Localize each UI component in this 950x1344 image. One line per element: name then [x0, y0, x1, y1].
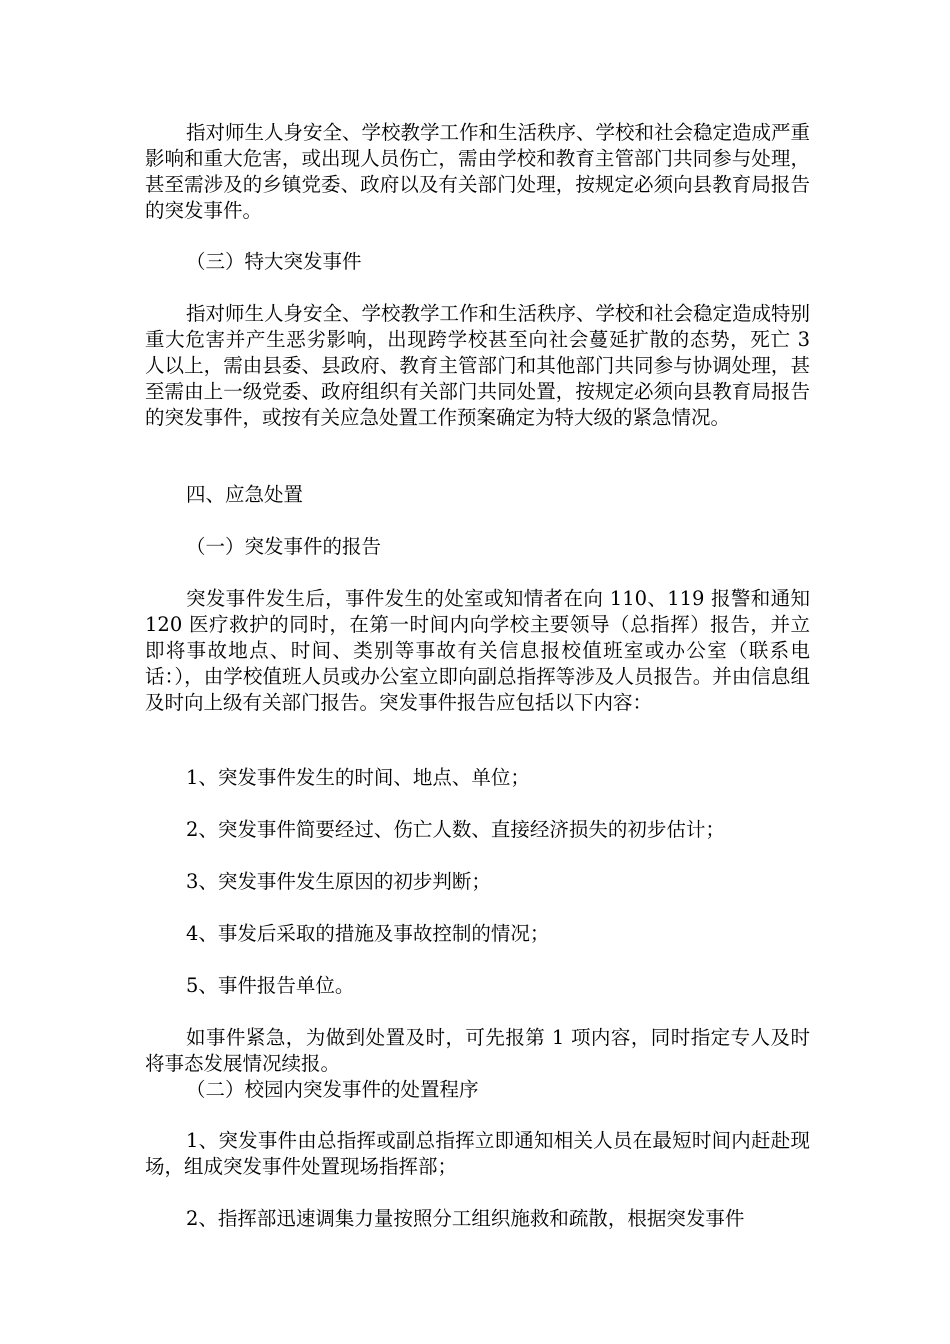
heading-emergency-response: 四、应急处置	[186, 483, 304, 506]
list-item-procedure-1: 1、突发事件由总指挥或副总指挥立即通知相关人员在最短时间内赶赴现场，组成突发事件处置现场指挥部；	[145, 1129, 810, 1178]
heading-incident-report: （一）突发事件的报告	[186, 535, 382, 558]
list-item-report-5: 5、事件报告单位。	[186, 974, 355, 997]
heading-extraordinary-incident: （三）特大突发事件	[186, 250, 362, 273]
paragraph-urgent-report: 如事件紧急，为做到处置及时，可先报第 1 项内容，同时指定专人及时将事态发展情况续报。	[145, 1026, 810, 1075]
list-item-report-2: 2、突发事件简要经过、伤亡人数、直接经济损失的初步估计；	[186, 818, 725, 841]
list-item-procedure-2: 2、指挥部迅速调集力量按照分工组织施救和疏散，根据突发事件	[186, 1207, 745, 1230]
paragraph-report-procedure: 突发事件发生后，事件发生的处室或知情者在向 110、119 报警和通知 120 医疗救护的同时，在第一时间内向学校主要领导（总指挥）报告，并立即将事故地点、时间、类别等事故有关信息报校值班室或办公室（联系电话：），由学校值班人员或办公室立即向副总指挥等涉及人员报告。并由信息组及时向上级有关部门报告。突发事件报告应包括以下内容：	[145, 587, 810, 714]
heading-campus-procedure: （二）校园内突发事件的处置程序	[186, 1078, 479, 1101]
list-item-report-4: 4、事发后采取的措施及事故控制的情况；	[186, 922, 550, 945]
list-item-report-3: 3、突发事件发生原因的初步判断；	[186, 870, 491, 893]
paragraph-extraordinary-incident-definition: 指对师生人身安全、学校教学工作和生活秩序、学校和社会稳定造成特别重大危害并产生恶劣影响，出现跨学校甚至向社会蔓延扩散的态势，死亡 3 人以上，需由县委、县政府、教育主管部门和其他部门共同参与协调处理，甚至需由上一级党委、政府组织有关部门共同处置，按规定必须向县教育局报告的突发事件，或按有关应急处置工作预案确定为特大级的紧急情况。	[145, 302, 811, 429]
paragraph-major-incident-definition: 指对师生人身安全、学校教学工作和生活秩序、学校和社会稳定造成严重影响和重大危害，或出现人员伤亡，需由学校和教育主管部门共同参与处理，甚至需涉及的乡镇党委、政府以及有关部门处理，按规定必须向县教育局报告的突发事件。	[145, 121, 811, 222]
list-item-report-1: 1、突发事件发生的时间、地点、单位；	[186, 766, 530, 789]
